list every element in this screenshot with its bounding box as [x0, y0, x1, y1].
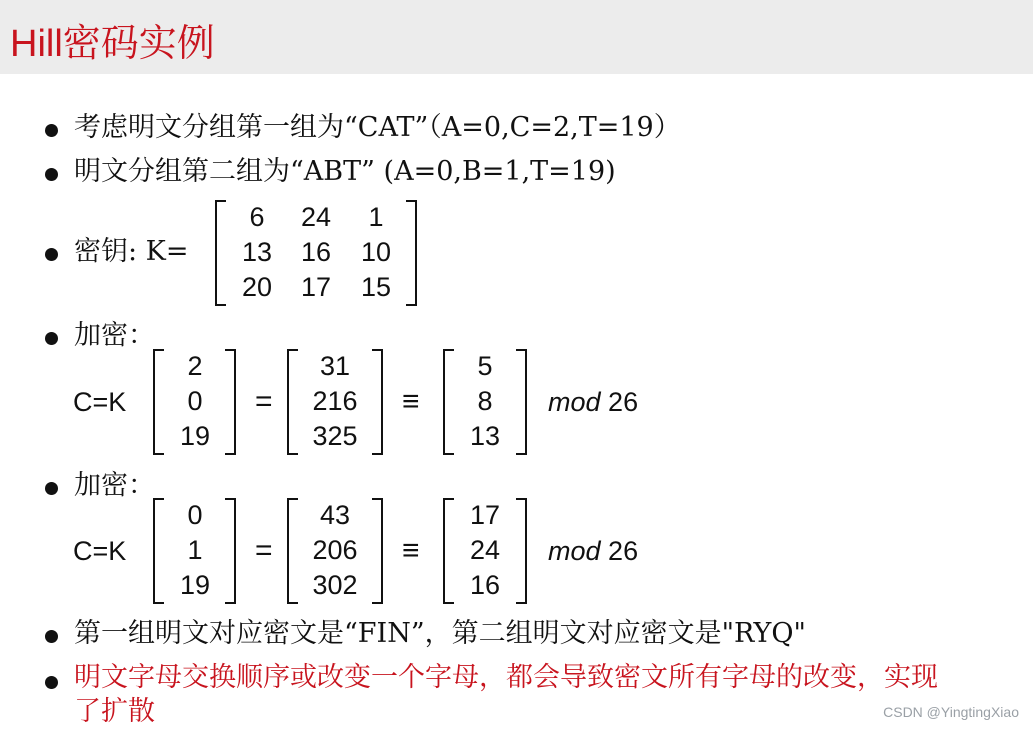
key-matrix [215, 200, 417, 306]
plaintext-group2: 明文分组第二组为“ABT” (A=0,B=1,T=19) [74, 156, 616, 187]
right-bracket [372, 349, 383, 455]
key-cell: 10 [360, 237, 392, 267]
left-bracket [443, 498, 454, 604]
vector-cell: 8 [477, 386, 493, 416]
vector-cell: 19 [179, 421, 211, 451]
vector-cell: 0 [187, 386, 203, 416]
modulus [548, 535, 638, 567]
diffusion-note-line2: 了扩散 [74, 696, 155, 727]
diffusion-note-line1: 明文字母交换顺序或改变一个字母，都会导致密文所有字母的改变，实现 [74, 662, 938, 693]
plaintext-vector [153, 498, 236, 604]
bullet-dot [45, 248, 58, 261]
right-bracket [516, 498, 527, 604]
bullet-dot [45, 676, 58, 689]
ciphertext-result: 第一组明文对应密文是“FIN”，第二组明文对应密文是"RYQ" [74, 618, 806, 649]
ciphertext-lhs: C=K [73, 387, 127, 417]
key-cell: 17 [300, 272, 332, 302]
vector-cell: 19 [179, 570, 211, 600]
vector-cell: 0 [187, 500, 203, 530]
left-bracket [153, 498, 164, 604]
bullet-dot [45, 332, 58, 345]
equals-sign: = [255, 534, 273, 567]
encrypt-label: 加密： [74, 320, 155, 351]
key-cell: 16 [300, 237, 332, 267]
vector-cell: 43 [319, 500, 351, 530]
vector-cell: 24 [469, 535, 501, 565]
slide-title: Hill密码实例 [10, 23, 215, 65]
key-cell: 13 [241, 237, 273, 267]
bullet-dot [45, 168, 58, 181]
vector-cell: 302 [312, 570, 358, 600]
ciphertext-lhs: C=K [73, 536, 127, 566]
vector-cell: 206 [312, 535, 358, 565]
congruent-sign: ≡ [402, 534, 420, 567]
vector-cell: 325 [312, 421, 358, 451]
vector-cell: 13 [469, 421, 501, 451]
result-vector [443, 498, 527, 604]
left-bracket [443, 349, 454, 455]
vector-cell: 31 [319, 351, 351, 381]
mod-number: 26 [608, 536, 639, 566]
product-vector [287, 349, 383, 455]
equals-sign: = [255, 385, 273, 418]
encrypt-label: 加密： [74, 470, 155, 501]
product-vector [287, 498, 383, 604]
vector-cell: 17 [469, 500, 501, 530]
title-bar [0, 0, 1033, 74]
key-cell: 20 [241, 272, 273, 302]
mod-number: 26 [608, 387, 639, 417]
key-label: 密钥: K= [74, 236, 189, 267]
key-cell: 15 [360, 272, 392, 302]
plaintext-group1: 考虑明文分组第一组为“CAT”（A=0,C=2,T=19） [74, 112, 681, 143]
vector-cell: 16 [469, 570, 501, 600]
vector-cell: 1 [187, 535, 203, 565]
bullet-dot [45, 124, 58, 137]
result-vector [443, 349, 527, 455]
left-bracket [215, 200, 226, 306]
right-bracket [516, 349, 527, 455]
right-bracket [372, 498, 383, 604]
modulus [548, 386, 638, 418]
key-cell: 6 [249, 202, 265, 232]
mod-word: mod [548, 387, 601, 417]
mod-word: mod [548, 536, 601, 566]
left-bracket [287, 349, 298, 455]
left-bracket [287, 498, 298, 604]
right-bracket [406, 200, 417, 306]
key-cell: 24 [300, 202, 332, 232]
key-cell: 1 [368, 202, 384, 232]
watermark: CSDN @YingtingXiao [883, 704, 1019, 720]
bullet-dot [45, 630, 58, 643]
plaintext-vector [153, 349, 236, 455]
vector-cell: 2 [187, 351, 203, 381]
right-bracket [225, 498, 236, 604]
vector-cell: 5 [477, 351, 493, 381]
left-bracket [153, 349, 164, 455]
congruent-sign: ≡ [402, 385, 420, 418]
vector-cell: 216 [312, 386, 358, 416]
right-bracket [225, 349, 236, 455]
bullet-dot [45, 482, 58, 495]
